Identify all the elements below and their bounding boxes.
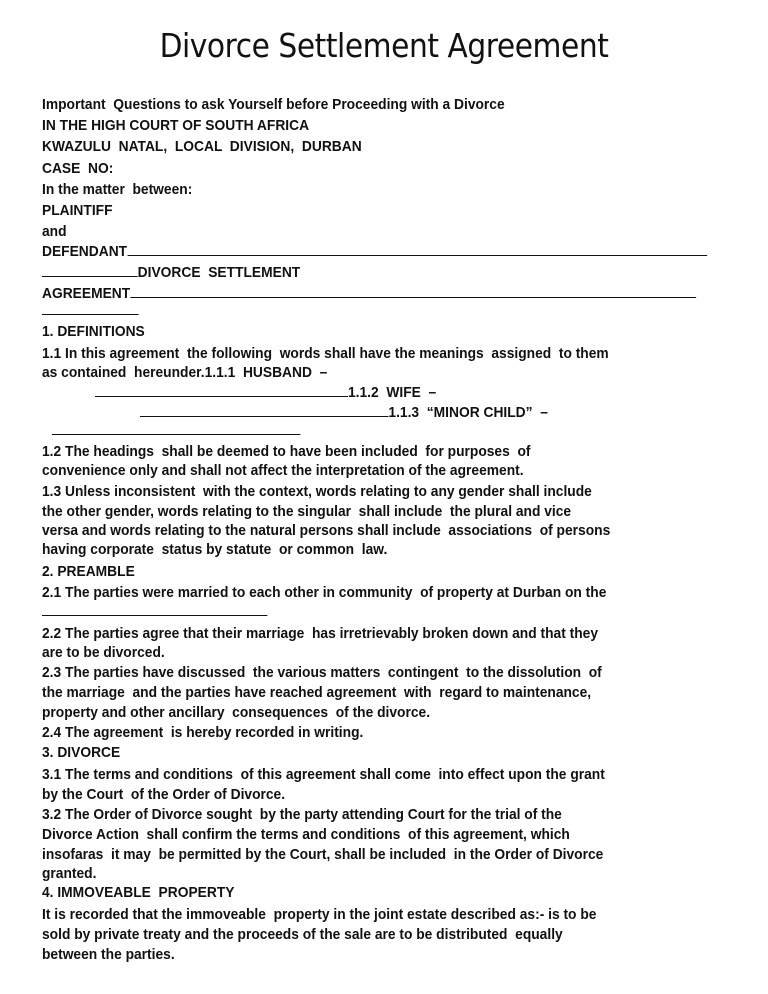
preamble-heading: 2. PREAMBLE xyxy=(42,563,135,580)
para-3-2-line-4: granted. xyxy=(42,865,97,882)
para-2-2-line-2: are to be divorced. xyxy=(42,644,165,661)
para-1-1-2: 1.1.2 WIFE – xyxy=(348,384,437,401)
para-3-1-line-1: 3.1 The terms and conditions of this agreement shall come into effect upon the grant xyxy=(42,766,605,783)
para-4-line-2: sold by private treaty and the proceeds of the sale are to be distributed equally xyxy=(42,926,563,943)
divider-blank xyxy=(42,302,139,315)
para-4-line-1: It is recorded that the immoveable property in the joint estate described as:- is to be xyxy=(42,906,597,923)
para-4-line-3: between the parties. xyxy=(42,946,175,963)
defendant-blank[interactable] xyxy=(127,243,707,256)
minor-child-row xyxy=(52,422,300,440)
divider-row xyxy=(42,302,139,320)
court-name: IN THE HIGH COURT OF SOUTH AFRICA xyxy=(42,117,310,134)
para-1-2-line-1: 1.2 The headings shall be deemed to have been included for purposes of xyxy=(42,443,531,460)
definitions-heading: 1. DEFINITIONS xyxy=(42,323,145,340)
defendant-row xyxy=(42,243,707,261)
para-3-2-line-3: insofaras it may be permitted by the Court, shall be included in the Order of Divorce xyxy=(42,846,604,863)
and-label: and xyxy=(42,223,67,240)
title-blank xyxy=(42,264,138,277)
wife-blank[interactable] xyxy=(140,404,388,417)
agreement-title-2: AGREEMENT xyxy=(42,285,131,302)
para-1-1-line-2: as contained hereunder.1.1.1 HUSBAND – xyxy=(42,364,328,381)
agreement-blank xyxy=(130,285,696,298)
para-1-1-2-row xyxy=(95,384,436,402)
para-3-1-line-2: by the Court of the Order of Divorce. xyxy=(42,786,286,803)
intro-line: Important Questions to ask Yourself before Proceeding with a Divorce xyxy=(42,96,505,113)
defendant-label: DEFENDANT xyxy=(42,243,128,260)
agreement-title-row-1 xyxy=(42,264,300,282)
para-1-3-line-1: 1.3 Unless inconsistent with the context, words relating to any gender shall include xyxy=(42,483,592,500)
minor-child-blank[interactable] xyxy=(52,422,300,435)
para-2-2-line-1: 2.2 The parties agree that their marriage has irretrievably broken down and that they xyxy=(42,625,599,642)
court-division: KWAZULU NATAL, LOCAL DIVISION, DURBAN xyxy=(42,138,362,155)
divorce-heading: 3. DIVORCE xyxy=(42,744,121,761)
para-3-2-line-2: Divorce Action shall confirm the terms and conditions of this agreement, which xyxy=(42,826,570,843)
property-heading: 4. IMMOVEABLE PROPERTY xyxy=(42,884,235,901)
document-title: Divorce Settlement Agreement xyxy=(159,26,609,65)
agreement-title-row-2 xyxy=(42,285,696,303)
para-3-2-line-1: 3.2 The Order of Divorce sought by the party attending Court for the trial of the xyxy=(42,806,562,823)
matter-label: In the matter between: xyxy=(42,181,193,198)
para-1-1-3-row xyxy=(140,404,548,422)
marriage-date-blank[interactable] xyxy=(42,603,267,616)
para-2-3-line-1: 2.3 The parties have discussed the various matters contingent to the dissolution of xyxy=(42,664,602,681)
para-1-3-line-2: the other gender, words relating to the singular shall include the plural and vice xyxy=(42,503,572,520)
marriage-date-row xyxy=(42,603,267,621)
para-1-1-3: 1.1.3 “MINOR CHILD” – xyxy=(388,404,548,421)
para-1-3-line-3: versa and words relating to the natural persons shall include associations of persons xyxy=(42,522,611,539)
case-number-label: CASE NO: xyxy=(42,160,114,177)
para-1-1-line-1: 1.1 In this agreement the following words shall have the meanings assigned to them xyxy=(42,345,609,362)
para-2-1: 2.1 The parties were married to each other in community of property at Durban on the xyxy=(42,584,607,601)
plaintiff-label: PLAINTIFF xyxy=(42,202,113,219)
husband-blank[interactable] xyxy=(95,384,348,397)
para-1-2-line-2: convenience only and shall not affect the interpretation of the agreement. xyxy=(42,462,524,479)
para-2-3-line-2: the marriage and the parties have reached agreement with regard to maintenance, xyxy=(42,684,592,701)
agreement-title-1: DIVORCE SETTLEMENT xyxy=(137,264,301,281)
para-2-3-line-3: property and other ancillary consequences of the divorce. xyxy=(42,704,431,721)
para-1-3-line-4: having corporate status by statute or common law. xyxy=(42,541,388,558)
para-2-4: 2.4 The agreement is hereby recorded in writing. xyxy=(42,724,364,741)
